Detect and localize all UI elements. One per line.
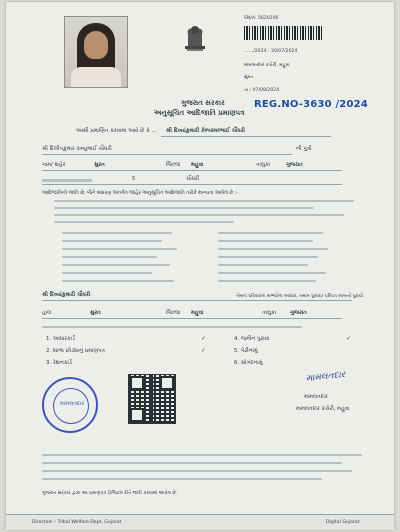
serial-number: SN/A: 5620200 — [244, 16, 279, 21]
qr-code — [128, 374, 176, 424]
applicant-name: શ્રી દિવ્યાંકુમારી કેમ્પરમલ્ભાઈ ચૌધરી — [166, 128, 245, 134]
signatory-office: મામલતદાર કચેરી, મહુવા — [296, 406, 350, 412]
certificate-page — [6, 2, 394, 530]
signatory-title: મામલતદાર — [304, 394, 328, 400]
signature: મામલતદાર — [305, 369, 346, 385]
residence-taluka-label: તાલુકા — [262, 310, 277, 316]
relation-text: ની પુત્રી — [296, 146, 312, 152]
check-5: 5. પેઢીનામું — [234, 348, 258, 354]
official-seal — [42, 377, 98, 433]
parent-name: શ્રી દિલીપકુમાર કમ્યુભાઈ ચૌધરી — [42, 146, 112, 152]
certificate-title: અનુસૂચિત આદિજાતિ પ્રમાણપત્ર — [154, 109, 245, 117]
row3-value2: ચૌધરી — [186, 176, 200, 182]
person-name: શ્રી દિવ્યાંકુમારી ચૌધરી — [42, 292, 91, 298]
header-office-line: મામલતદાર કચેરી, મહુવા — [244, 63, 290, 68]
government-title: ગુજરાત સરકાર — [181, 99, 225, 107]
check-3: 3. રેશનકાર્ડ — [46, 360, 72, 366]
seal-text: મામલતદાર — [60, 401, 85, 407]
header-place-line: સુરત — [244, 75, 254, 80]
check-mark-2: ✓ — [201, 347, 207, 354]
check-1: 1. આધારકાર્ડ — [46, 336, 76, 342]
district-value: મહુવા — [191, 162, 204, 168]
taluka-label: તાલુકા — [256, 162, 271, 168]
check-4: 4. જમીન પુરાવા — [234, 336, 270, 342]
village-value: સુરત — [94, 162, 105, 168]
check-mark-1: ✓ — [201, 335, 207, 342]
check-2: 2. શાળા છોડ્યાનું પ્રમાણપત્ર — [46, 348, 105, 354]
residence-dist: મહુવા — [191, 310, 204, 316]
header-number-line: ……/2024 : 30/07/2024 — [244, 49, 298, 54]
row3-value: 5 — [132, 176, 136, 182]
state-emblem-icon — [182, 24, 208, 52]
tribe-heading: આદિજાતિની જાતિ છે, જેને બંધારણ અંતર્ગત જાહેર અનુસૂચિત આદિજાતિ તરીકે માન્યતા આપેલ છે :- — [42, 191, 238, 196]
residence-state: ગુજરાત — [290, 310, 307, 316]
footer-right: Digital Gujarat — [326, 520, 360, 525]
footer-note: ગુજરાત સરકાર દ્વારા આ પ્રમાણપત્ર ડિજિટલ રીતે જારી કરવામાં આવેલ છે. — [42, 491, 178, 496]
footer-left: Directed :- Tribal Welfare Dept, Gujarat — [32, 520, 122, 525]
state-value: ગુજરાત — [286, 162, 303, 168]
residence-value: સુરત — [90, 310, 101, 316]
barcode — [244, 26, 322, 40]
village-label: ગામ/ શહેર — [42, 162, 66, 168]
header-date-line: તા.: 07/08/2024 — [244, 88, 280, 93]
check-6: 6. સોગંદનામું — [234, 360, 263, 366]
footer-band — [6, 514, 394, 530]
residence-label: હાલ — [42, 310, 52, 316]
intro-line: આથી પ્રમાણિત કરવામાં આવે છે કે ... — [76, 128, 157, 134]
residence-dist-label: જિલ્લા — [166, 310, 181, 316]
check-mark-4: ✓ — [346, 335, 352, 342]
district-label: જિલ્લા — [166, 162, 181, 168]
note-line: તેમના પરિવારના સભ્યોના આધાર, તમામ પુરાવા/ પરિપત્ર બાબતો પુરાવો — [236, 294, 364, 299]
applicant-photo — [64, 16, 128, 88]
signature-block — [305, 369, 346, 385]
registration-number: REG.NO-3630 /2024 — [254, 99, 368, 110]
